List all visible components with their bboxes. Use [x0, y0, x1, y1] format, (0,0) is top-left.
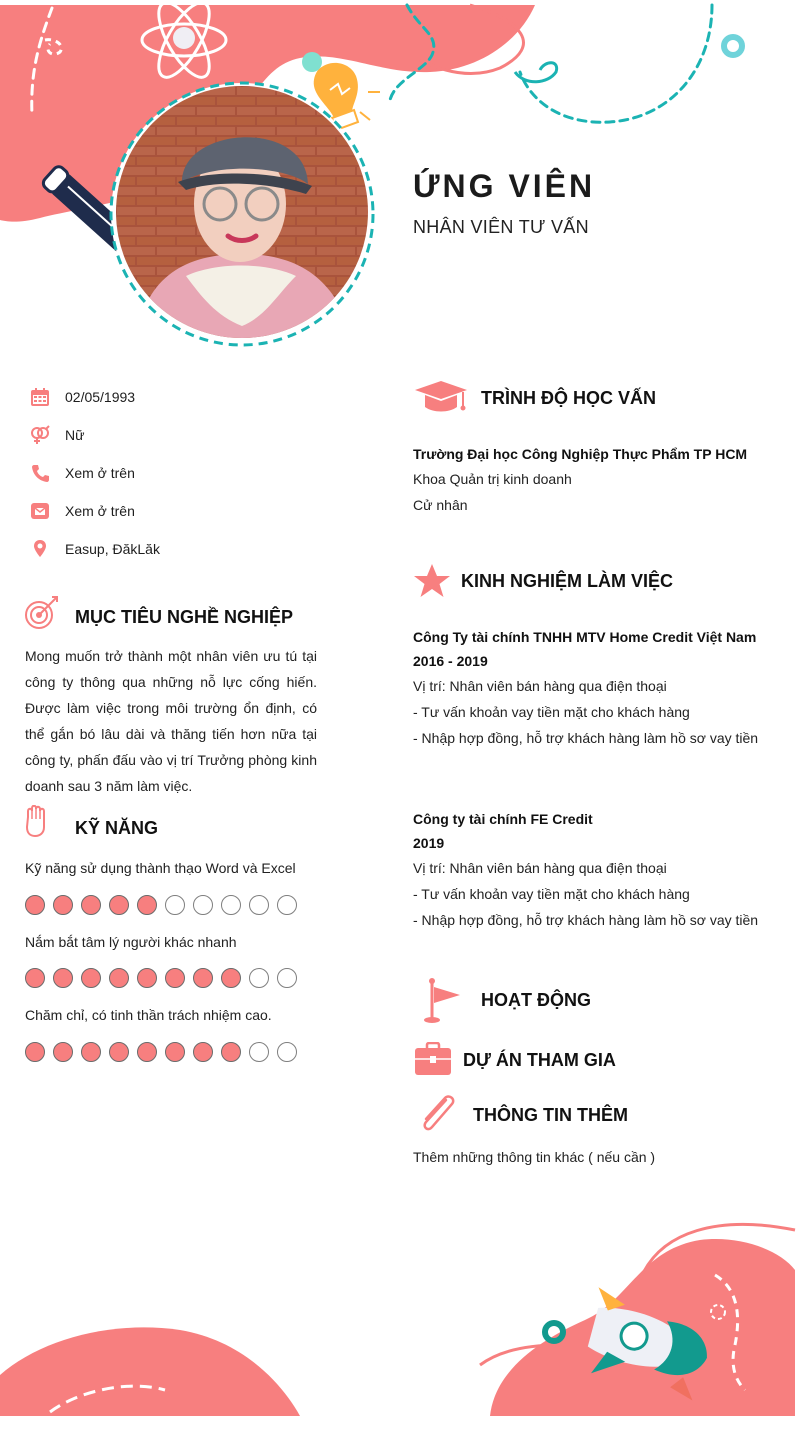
hand-icon [24, 805, 48, 837]
rating-dot-empty [249, 968, 269, 988]
rating-dot-empty [277, 1042, 297, 1062]
skill-name: Chăm chỉ, có tinh thần trách nhiệm cao. [25, 1007, 272, 1023]
phone-value: Xem ở trên [65, 465, 135, 481]
candidate-position: NHÂN VIÊN TƯ VẤN [413, 217, 589, 237]
rating-dot-empty [249, 1042, 269, 1062]
rating-dot-filled [165, 968, 185, 988]
profile-photo [116, 86, 368, 338]
projects-title: DỰ ÁN THAM GIA [463, 1050, 616, 1070]
info-email [30, 499, 135, 523]
rating-dot-filled [165, 1042, 185, 1062]
job-period: 2019 [413, 835, 445, 851]
rating-dot-filled [109, 1042, 129, 1062]
education-title: TRÌNH ĐỘ HỌC VẤN [481, 388, 656, 408]
rating-dot-filled [53, 968, 73, 988]
birthday-value: 02/05/1993 [65, 389, 136, 405]
info-address [30, 537, 160, 561]
objective-text: Mong muốn trở thành một nhân viên ưu tú tại công ty thông qua những nỗ lực cống hiến. Được làm việc trong môi trường ổn định, có thể gắn bó lâu dài và thăng tiến hơn nữa tại công ty, phấn đấu vào vị trí Trưởng phòng kinh doanh sau 3 năm làm việc. [25, 648, 317, 794]
rating-dot-filled [25, 968, 45, 988]
job-duty: - Tư vấn khoản vay tiền mặt cho khách hàng [413, 886, 690, 902]
experience-title: KINH NGHIỆM LÀM VIỆC [461, 571, 674, 591]
paperclip-icon [416, 1094, 458, 1134]
star-icon [413, 563, 451, 599]
address-value: Easup, ĐăkLăk [65, 541, 160, 557]
info-birthday [30, 385, 136, 409]
graduation-cap-icon [413, 380, 469, 414]
rating-dot-filled [137, 1042, 157, 1062]
skill-rating [25, 968, 297, 988]
education-school: Trường Đại học Công Nghiệp Thực Phẩm TP HCM [413, 446, 748, 462]
education-faculty: Khoa Quản trị kinh doanh [413, 471, 572, 487]
rating-dot-filled [109, 895, 129, 915]
rating-dot-filled [137, 968, 157, 988]
gender-icon [30, 425, 50, 445]
rating-dot-empty [277, 895, 297, 915]
rating-dot-filled [81, 968, 101, 988]
skill-rating [25, 895, 297, 915]
job-duty: - Nhập hợp đồng, hỗ trợ khách hàng làm hồ sơ vay tiền [413, 912, 759, 928]
rating-dot-filled [81, 895, 101, 915]
candidate-name: ỨNG VIÊN [413, 168, 596, 204]
job-role: Vị trí: Nhân viên bán hàng qua điện thoại [413, 860, 667, 876]
rating-dot-filled [25, 1042, 45, 1062]
info-phone [30, 461, 135, 485]
objective-title: MỤC TIÊU NGHỀ NGHIỆP [75, 607, 294, 627]
job-company: Công Ty tài chính TNHH MTV Home Credit Việt Nam [413, 629, 757, 645]
rating-dot-empty [165, 895, 185, 915]
rating-dot-filled [221, 968, 241, 988]
info-gender [30, 423, 85, 447]
skills-title: KỸ NĂNG [75, 818, 159, 838]
job-period: 2016 - 2019 [413, 653, 488, 669]
rating-dot-empty [249, 895, 269, 915]
activities-title: HOẠT ĐỘNG [481, 990, 591, 1010]
rating-dot-filled [25, 895, 45, 915]
rating-dot-empty [277, 968, 297, 988]
extra-title: THÔNG TIN THÊM [473, 1105, 628, 1125]
rating-dot-filled [193, 1042, 213, 1062]
extra-text: Thêm những thông tin khác ( nếu cần ) [413, 1149, 656, 1165]
skill-name: Kỹ năng sử dụng thành thạo Word và Excel [25, 860, 296, 876]
rating-dot-filled [193, 968, 213, 988]
rating-dot-filled [53, 895, 73, 915]
calendar-icon [30, 387, 50, 407]
job-company: Công ty tài chính FE Credit [413, 811, 593, 827]
rating-dot-filled [221, 1042, 241, 1062]
rating-dot-filled [109, 968, 129, 988]
rating-dot-empty [221, 895, 241, 915]
education-degree: Cử nhân [413, 497, 468, 513]
footer-decoration [0, 1200, 800, 1442]
job-duty: - Nhập hợp đồng, hỗ trợ khách hàng làm hồ sơ vay tiền [413, 730, 759, 746]
job-role: Vị trí: Nhân viên bán hàng qua điện thoại [413, 678, 667, 694]
rating-dot-empty [193, 895, 213, 915]
location-pin-icon [30, 539, 50, 559]
rating-dot-filled [81, 1042, 101, 1062]
rating-dot-filled [53, 1042, 73, 1062]
flag-icon [420, 977, 462, 1025]
email-icon [30, 501, 50, 521]
skill-rating [25, 1042, 297, 1062]
target-icon [24, 595, 60, 631]
job-duty: - Tư vấn khoản vay tiền mặt cho khách hàng [413, 704, 690, 720]
briefcase-icon [414, 1042, 452, 1076]
email-value: Xem ở trên [65, 503, 135, 519]
gender-value: Nữ [65, 427, 85, 443]
phone-icon [30, 463, 50, 483]
rating-dot-filled [137, 895, 157, 915]
skill-name: Nắm bắt tâm lý người khác nhanh [25, 934, 237, 950]
